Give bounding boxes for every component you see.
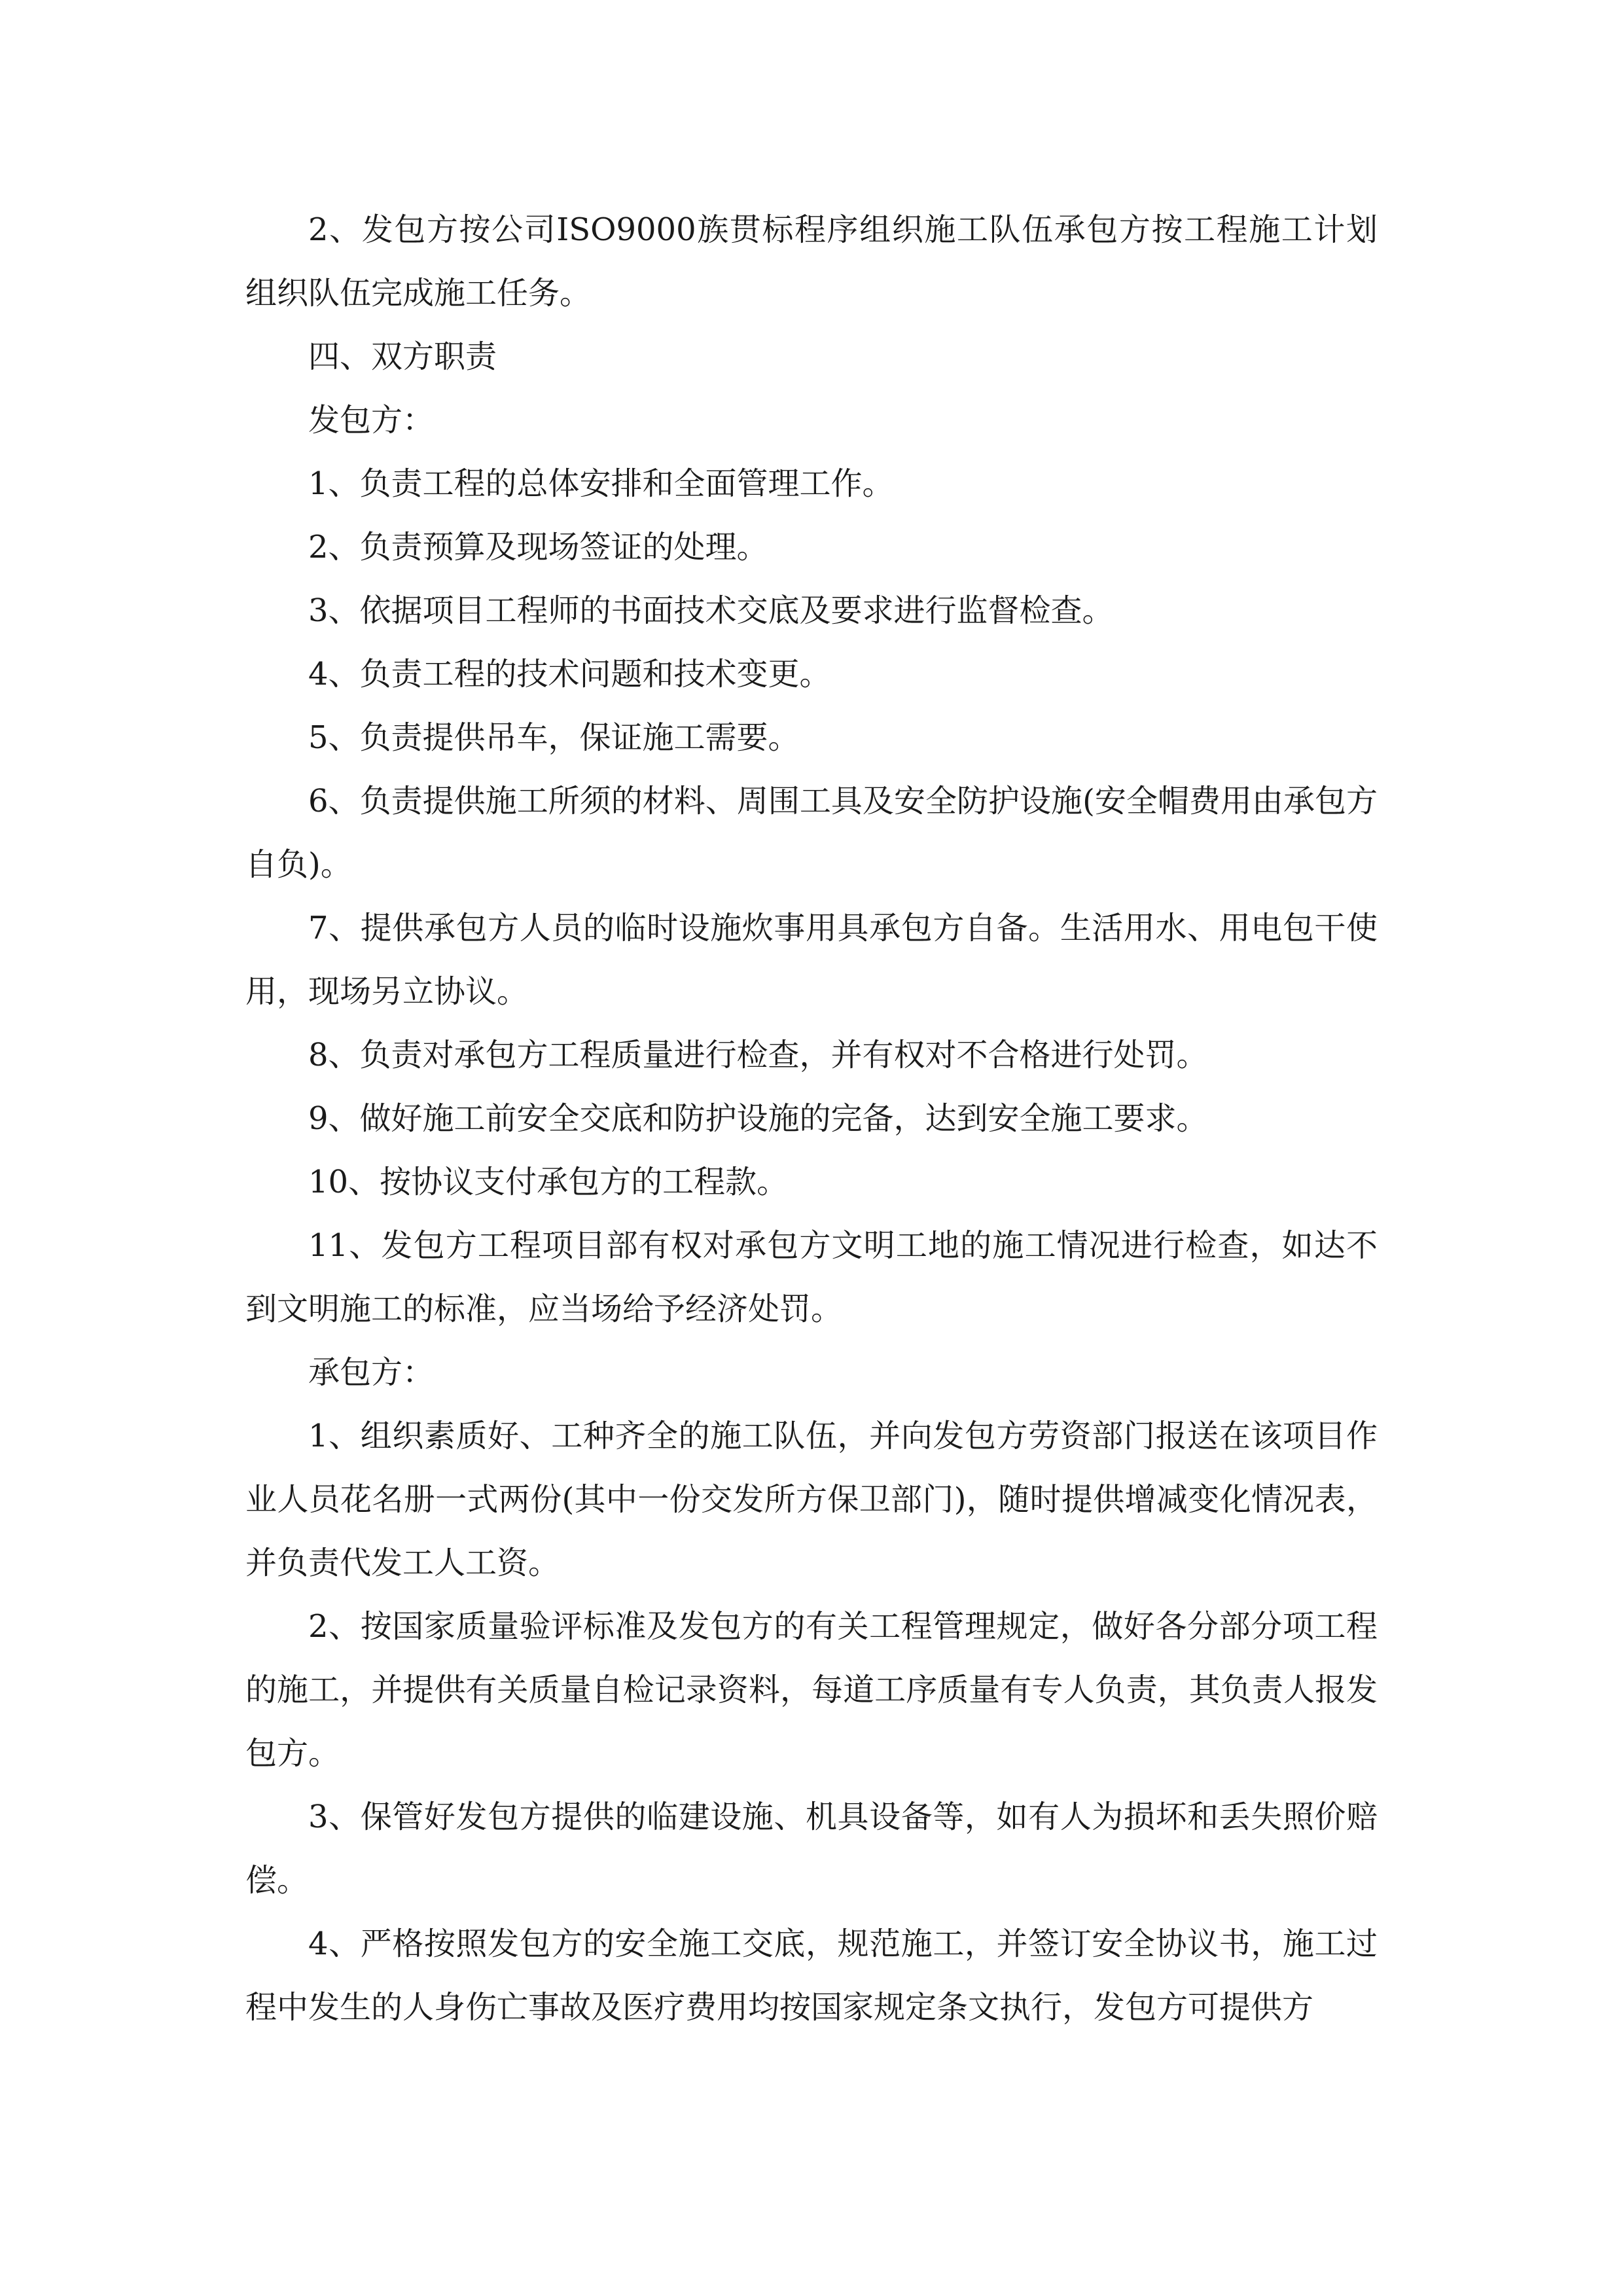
paragraph-contract-clause-2: 2、发包方按公司ISO9000族贯标程序组织施工队伍承包方按工程施工计划组织队伍完成施工任务。 <box>245 211 1378 312</box>
employer-duty-2: 2、负责预算及现场签证的处理。 <box>308 529 768 565</box>
contractor-duty-3: 3、保管好发包方提供的临建设施、机具设备等，如有人为损坏和丢失照价赔偿。 <box>245 1799 1378 1899</box>
contractor-duty-4: 4、严格按照发包方的安全施工交底，规范施工，并签订安全协议书，施工过程中发生的人身伤亡事故及医疗费用均按国家规定条文执行，发包方可提供方 <box>245 1926 1378 2026</box>
contractor-duty-1: 1、组织素质好、工种齐全的施工队伍，并向发包方劳资部门报送在该项目作业人员花名册一式两份(其中一份交发所方保卫部门)，随时提供增减变化情况表，并负责代发工人工资。 <box>245 1418 1378 1581</box>
employer-duty-6: 6、负责提供施工所须的材料、周围工具及安全防护设施(安全帽费用由承包方自负)。 <box>245 783 1378 883</box>
employer-duty-5: 5、负责提供吊车，保证施工需要。 <box>308 719 800 756</box>
employer-duty-9: 9、做好施工前安全交底和防护设施的完备，达到安全施工要求。 <box>308 1100 1208 1137</box>
employer-duty-7: 7、提供承包方人员的临时设施炊事用具承包方自备。生活用水、用电包干使用，现场另立协议。 <box>245 910 1378 1010</box>
subheading-employer: 发包方： <box>308 402 435 439</box>
employer-duty-10: 10、按协议支付承包方的工程款。 <box>308 1164 789 1200</box>
employer-duty-3: 3、依据项目工程师的书面技术交底及要求进行监督检查。 <box>308 592 1114 629</box>
contractor-duty-2: 2、按国家质量验评标准及发包方的有关工程管理规定，做好各分部分项工程的施工，并提供有关质量自检记录资料，每道工序质量有专人负责，其负责人报发包方。 <box>245 1608 1378 1772</box>
subheading-contractor: 承包方： <box>308 1354 435 1391</box>
employer-duty-11: 11、发包方工程项目部有权对承包方文明工地的施工情况进行检查，如达不到文明施工的标准，应当场给予经济处罚。 <box>245 1227 1378 1327</box>
employer-duty-4: 4、负责工程的技术问题和技术变更。 <box>308 656 831 692</box>
employer-duty-1: 1、负责工程的总体安排和全面管理工作。 <box>308 465 894 502</box>
section-heading-responsibilities: 四、双方职责 <box>308 338 497 375</box>
employer-duty-8: 8、负责对承包方工程质量进行检查，并有权对不合格进行处罚。 <box>308 1037 1208 1073</box>
document-body <box>245 198 1378 2039</box>
